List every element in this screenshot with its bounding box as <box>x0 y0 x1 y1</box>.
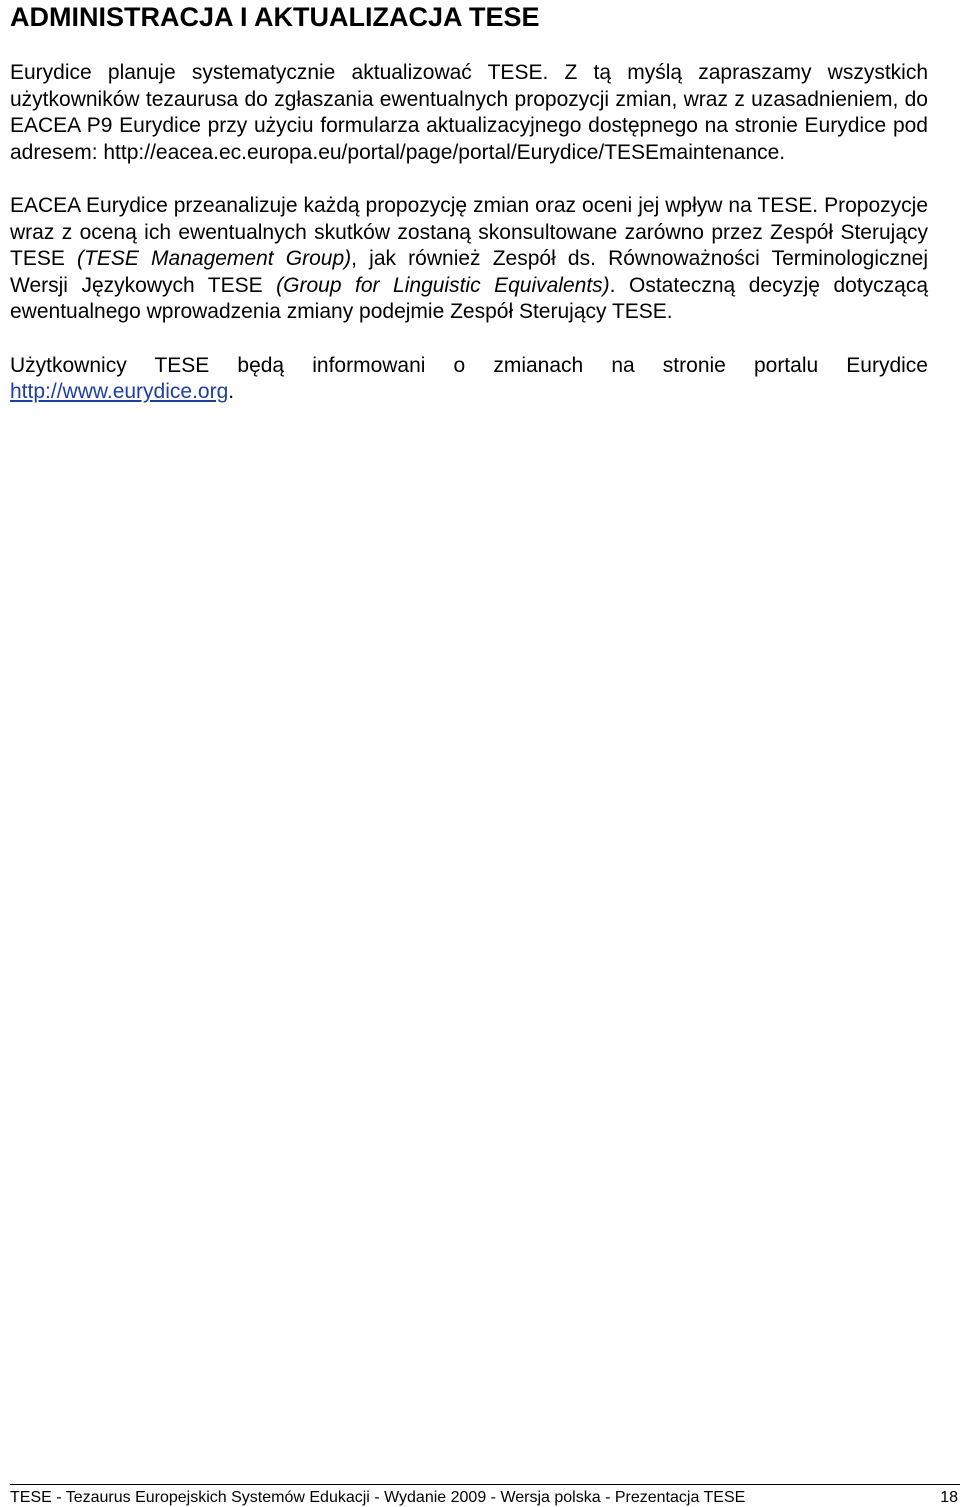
document-page <box>10 0 928 406</box>
eurydice-link[interactable]: http://www.eurydice.org <box>10 380 229 403</box>
paragraph-update-plan-text: Eurydice planuje systematycznie aktualizować TESE. Z tą myślą zapraszamy wszystkich użytkowników tezaurusa do zgłaszania ewentualnych propozycji zmian, wraz z uzasadnieniem, do EACEA P9 Eurydice przy użyciu formularza aktualizacyjnego dostępnego na stronie Eurydice pod adresem: http://eacea.ec.europa.eu/portal/page/portal/Eurydice/TESEmaintenance. <box>10 61 928 164</box>
user-info-text: Użytkownicy TESE będą informowani o zmianach na stronie portalu Eurydice <box>10 353 928 377</box>
paragraph-user-info <box>10 353 928 406</box>
footer-page-number: 18 <box>940 1489 958 1506</box>
page-footer <box>10 1484 960 1506</box>
review-text-italic2: (Group for Linguistic Equivalents) <box>276 273 610 297</box>
review-text-part3: . Ostateczną decyzję dotyczącą ewentualnego wprowadzenia zmiany podejmie Zespół Sterujący TESE. <box>10 273 929 323</box>
review-text-part2: , jak również Zespół ds. Równoważności Terminologicznej Wersji Językowych TESE <box>10 247 929 297</box>
user-info-after: . <box>228 380 235 403</box>
paragraph-review-process <box>10 193 928 326</box>
footer-title: TESE - Tezaurus Europejskich Systemów Edukacji - Wydanie 2009 - Wersja polska - Prezentacja TESE <box>10 1489 746 1506</box>
review-text-italic1: (TESE Management Group) <box>77 247 352 270</box>
paragraph-update-plan <box>10 60 928 166</box>
page-title: ADMINISTRACJA I AKTUALIZACJA TESE <box>10 2 540 32</box>
review-text-part1: EACEA Eurydice przeanalizuje każdą propozycję zmian oraz oceni jej wpływ na TESE. Propozycje wraz z oceną ich ewentualnych skutków zostaną skonsultowane zarówno przez Zespół Sterujący TESE <box>10 194 928 270</box>
